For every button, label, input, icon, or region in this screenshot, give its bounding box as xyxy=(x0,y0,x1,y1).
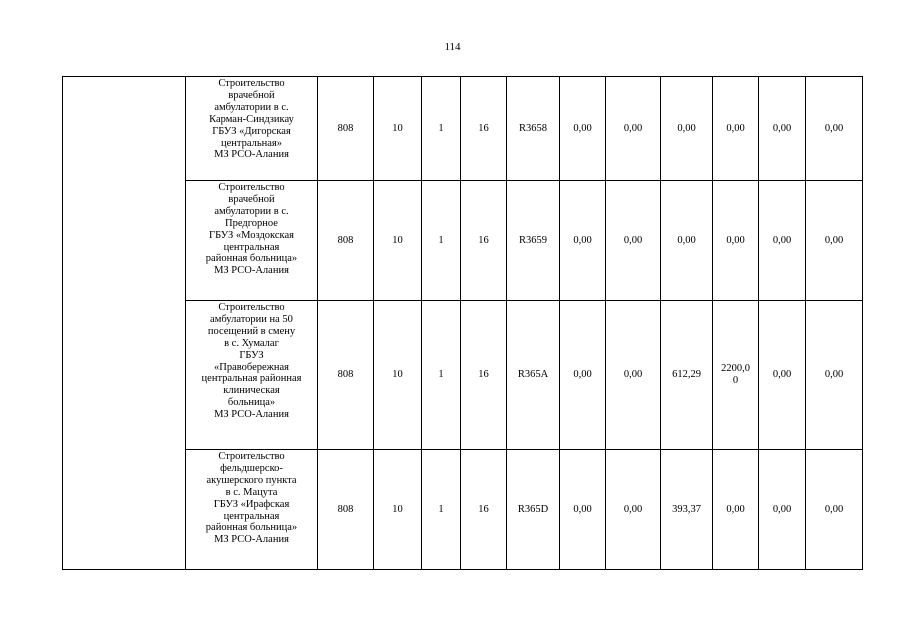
value-col-1: 0,00 xyxy=(560,450,606,570)
description-line: Строительство xyxy=(218,302,285,313)
description-line: центральная районная xyxy=(201,373,302,385)
grbs-code: 808 xyxy=(318,450,374,570)
description-line: амбулатории на 50 xyxy=(210,313,293,325)
target-expense-code: R3659 xyxy=(507,181,560,301)
description-cell xyxy=(186,450,318,570)
target-expense-code: R365A xyxy=(507,301,560,450)
description-line: ГБУЗ «Дигорская xyxy=(212,125,291,137)
value-col-3: 0,00 xyxy=(661,77,713,181)
description-line: районная больница» xyxy=(205,522,298,534)
value-col-1: 0,00 xyxy=(560,77,606,181)
description-cell xyxy=(186,301,318,450)
value-col-1: 0,00 xyxy=(560,301,606,450)
description-line: больница» xyxy=(227,397,276,409)
description-line: Строительство xyxy=(218,182,285,193)
description-line: Предгорное xyxy=(225,217,278,229)
description-line: МЗ РСО-Алания xyxy=(214,534,289,546)
value-col-2: 0,00 xyxy=(606,181,661,301)
description-line: Строительство xyxy=(218,451,285,462)
value-col-6: 0,00 xyxy=(806,301,863,450)
description-line: МЗ РСО-Алания xyxy=(214,149,289,161)
description-line: врачебной xyxy=(228,193,275,205)
description-cell xyxy=(186,77,318,181)
description-line: центральная xyxy=(223,510,280,522)
value-col-3: 0,00 xyxy=(661,181,713,301)
description-line: районная больница» xyxy=(205,253,298,265)
value-col-5: 0,00 xyxy=(759,301,806,450)
description-line: центральная xyxy=(223,241,280,253)
description-line: ГБУЗ xyxy=(239,349,264,361)
description-line: фельдшерско- xyxy=(220,462,283,474)
value-col-5: 0,00 xyxy=(759,77,806,181)
description-line: в с. Хумалаг xyxy=(224,337,279,349)
budget-table xyxy=(62,76,863,570)
subsection-code: 1 xyxy=(422,450,461,570)
value-col-3: 393,37 xyxy=(661,450,713,570)
description-line: в с. Мацута xyxy=(225,486,278,498)
description-line: МЗ РСО-Алания xyxy=(214,265,289,277)
value-col-6: 0,00 xyxy=(806,77,863,181)
value-col-3: 612,29 xyxy=(661,301,713,450)
target-article-code: 16 xyxy=(461,181,507,301)
table-row xyxy=(63,77,863,181)
section-code: 10 xyxy=(374,181,422,301)
value-col-5: 0,00 xyxy=(759,181,806,301)
target-article-code: 16 xyxy=(461,301,507,450)
target-article-code: 16 xyxy=(461,450,507,570)
value-col-1: 0,00 xyxy=(560,181,606,301)
value-col-6: 0,00 xyxy=(806,181,863,301)
value-col-5: 0,00 xyxy=(759,450,806,570)
value-col-2: 0,00 xyxy=(606,450,661,570)
description-line: клиническая xyxy=(223,385,280,397)
section-code: 10 xyxy=(374,77,422,181)
description-cell xyxy=(186,181,318,301)
description-line: центральная» xyxy=(220,137,282,149)
value-col-4: 0,00 xyxy=(713,450,759,570)
page-number: 114 xyxy=(444,41,461,53)
description-line: «Правобережная xyxy=(213,361,290,373)
grbs-code: 808 xyxy=(318,77,374,181)
description-line: врачебной xyxy=(228,89,275,101)
description-line: Строительство xyxy=(218,78,285,89)
value-col-2: 0,00 xyxy=(606,77,661,181)
target-expense-code: R365D xyxy=(507,450,560,570)
value-col-4: 0,00 xyxy=(713,77,759,181)
description-line: МЗ РСО-Алания xyxy=(214,409,289,421)
value-col-2: 0,00 xyxy=(606,301,661,450)
program-cell xyxy=(63,77,186,570)
description-line: акушерского пункта xyxy=(206,474,297,486)
description-line: ГБУЗ «Ирафская xyxy=(213,498,290,510)
target-article-code: 16 xyxy=(461,77,507,181)
subsection-code: 1 xyxy=(422,301,461,450)
subsection-code: 1 xyxy=(422,77,461,181)
value-col-4: 2200,0 0 xyxy=(713,301,759,450)
description-line: ГБУЗ «Моздокская xyxy=(209,229,294,241)
description-line: амбулатории в с. xyxy=(214,205,289,217)
description-line: посещений в смену xyxy=(207,325,296,337)
description-line: Карман-Синдзикау xyxy=(209,113,294,125)
section-code: 10 xyxy=(374,301,422,450)
section-code: 10 xyxy=(374,450,422,570)
value-col-6: 0,00 xyxy=(806,450,863,570)
target-expense-code: R3658 xyxy=(507,77,560,181)
grbs-code: 808 xyxy=(318,181,374,301)
subsection-code: 1 xyxy=(422,181,461,301)
grbs-code: 808 xyxy=(318,301,374,450)
value-col-4: 0,00 xyxy=(713,181,759,301)
description-line: амбулатории в с. xyxy=(214,101,289,113)
